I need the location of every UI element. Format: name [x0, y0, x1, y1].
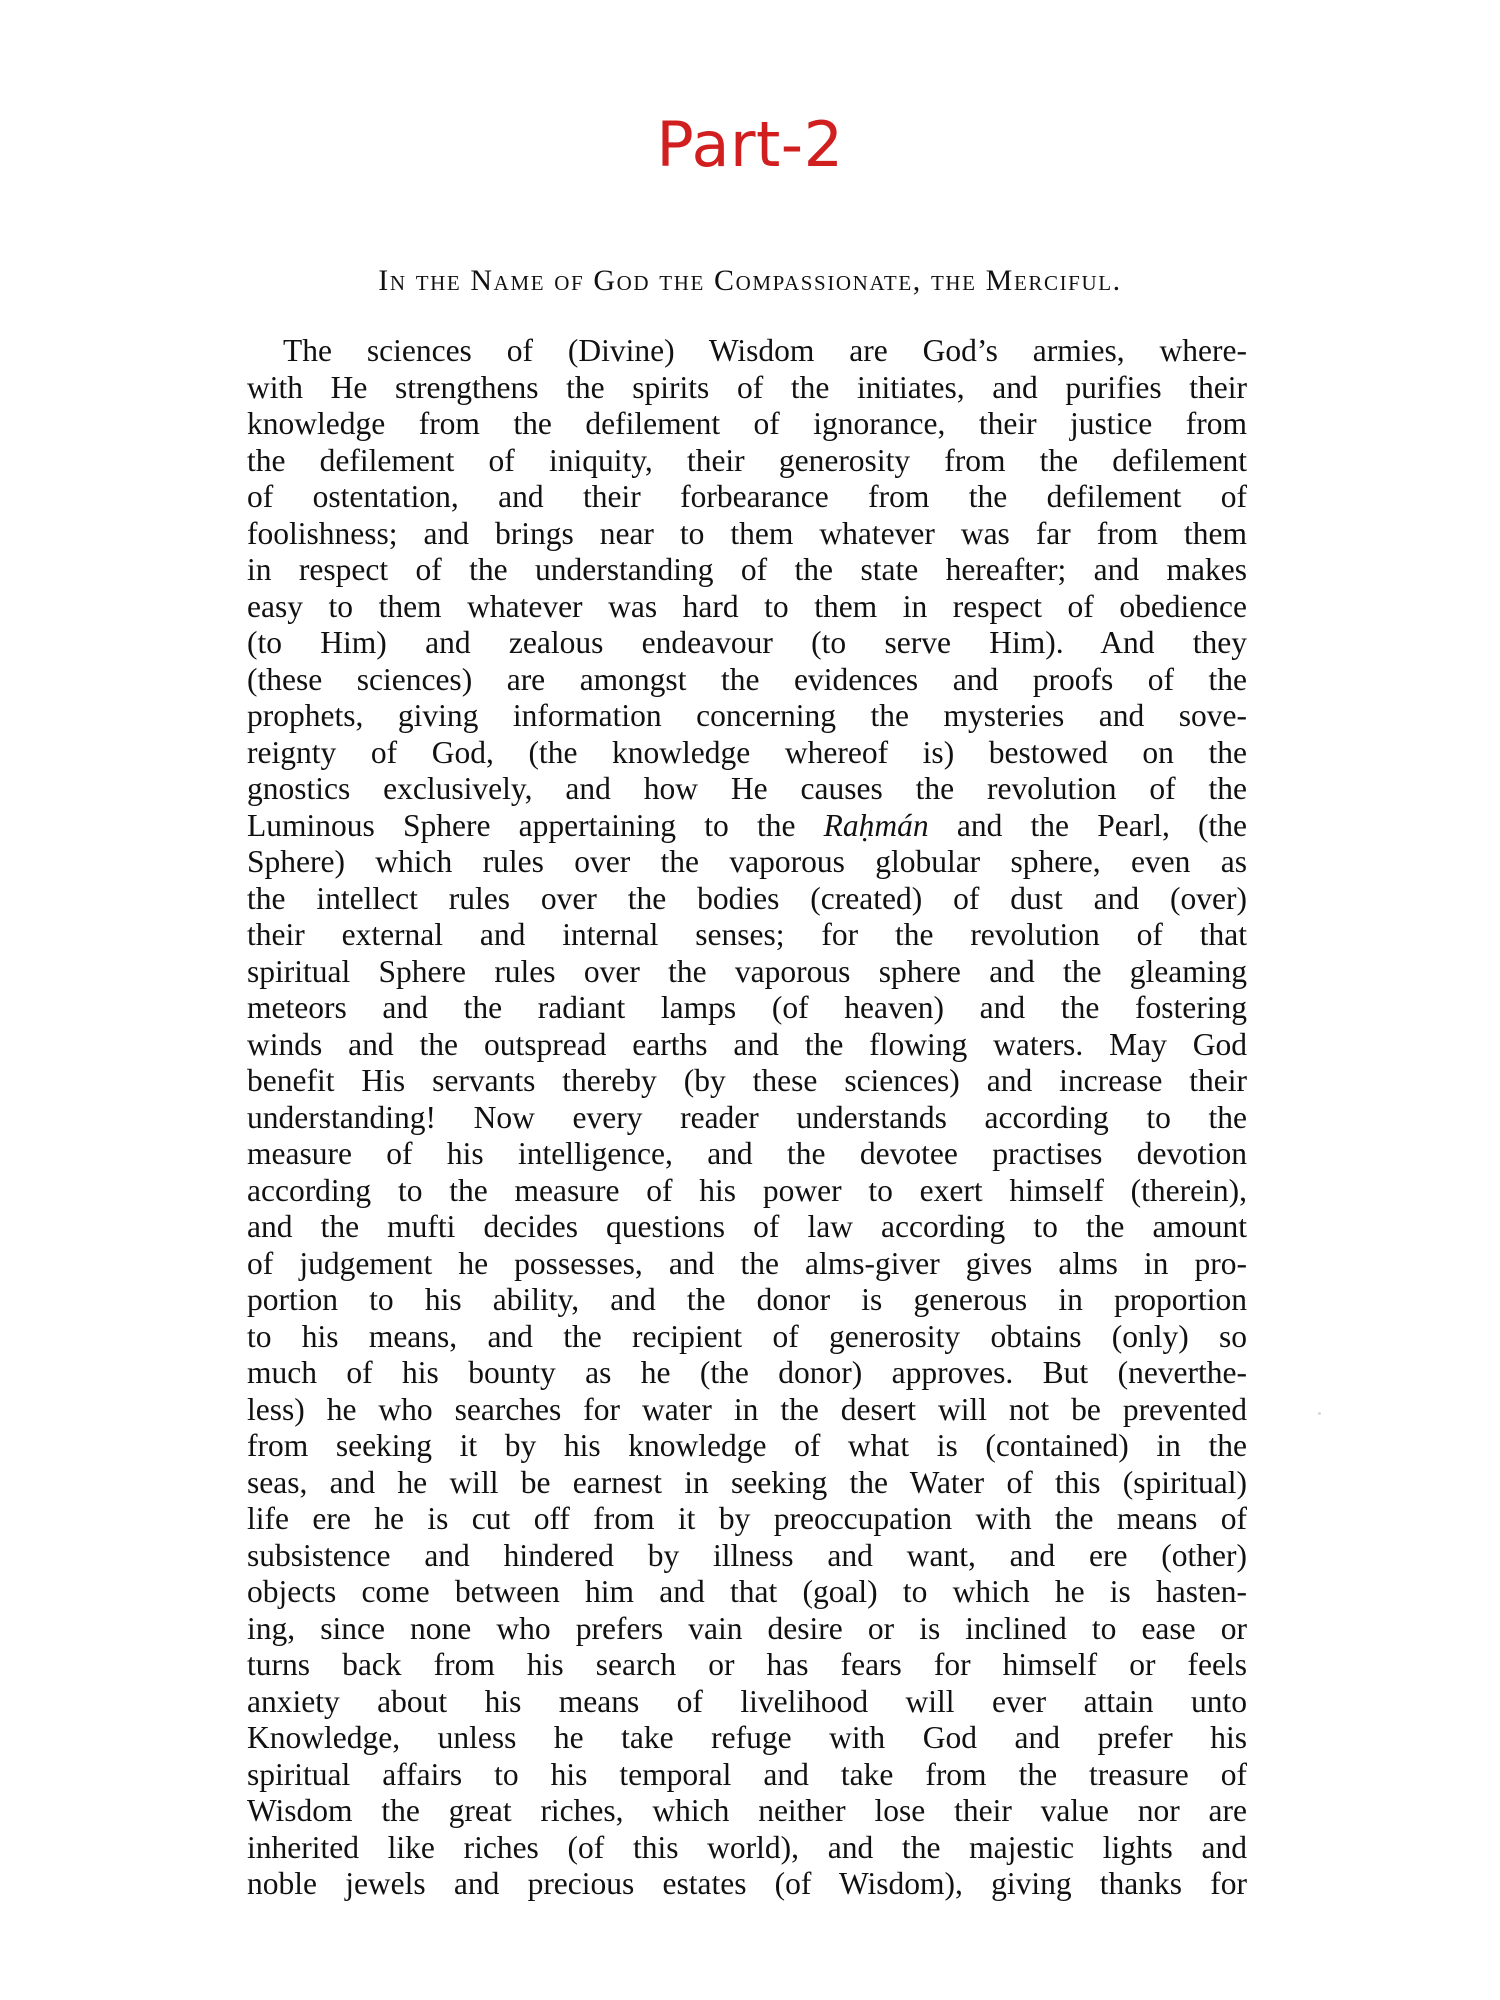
- text-line: and the mufti decides questions of law according to the amount: [247, 1209, 1247, 1244]
- body-paragraph: [247, 333, 1247, 1903]
- text-line-with-italic: [247, 808, 1247, 845]
- text-segment: and the Pearl, (the: [928, 807, 1247, 843]
- text-line: Wisdom the great riches, which neither lose their value nor are: [247, 1793, 1247, 1828]
- text-line: the intellect rules over the bodies (created) of dust and (over): [247, 880, 1247, 916]
- text-line: subsistence and hindered by illness and want, and ere (other): [247, 1537, 1247, 1573]
- text-line: less) he who searches for water in the desert will not be prevented: [247, 1391, 1247, 1427]
- text-line: according to the measure of his power to exert himself (therein),: [247, 1172, 1247, 1208]
- text-line: to his means, and the recipient of generosity obtains (only) so: [247, 1318, 1247, 1354]
- text-segment: Luminous Sphere appertaining to the: [247, 807, 824, 843]
- text-line: knowledge from the defilement of ignorance, their justice from: [247, 406, 1247, 441]
- text-line: measure of his intelligence, and the devotee practises devotion: [247, 1136, 1247, 1171]
- text-line: spiritual Sphere rules over the vaporous sphere and the gleaming: [247, 953, 1247, 989]
- text-line: of ostentation, and their forbearance from the defilement of: [247, 479, 1247, 514]
- text-line: understanding! Now every reader understands according to the: [247, 1099, 1247, 1135]
- text-line: portion to his ability, and the donor is generous in proportion: [247, 1282, 1247, 1317]
- text-line: inherited like riches (of this world), and the majestic lights and: [247, 1829, 1247, 1865]
- text-line: easy to them whatever was hard to them in respect of obedience: [247, 588, 1247, 624]
- text-line: reignty of God, (the knowledge whereof is) bestowed on the: [247, 734, 1247, 770]
- paper-speck: [1318, 1412, 1321, 1415]
- text-line: with He strengthens the spirits of the initiates, and purifies their: [247, 369, 1247, 405]
- text-line: ing, since none who prefers vain desire or is inclined to ease or: [247, 1610, 1247, 1646]
- text-line: in respect of the understanding of the state hereafter; and makes: [247, 552, 1247, 587]
- part-heading: Part-2: [656, 108, 844, 181]
- text-line: from seeking it by his knowledge of what is (contained) in the: [247, 1428, 1247, 1463]
- text-line: life ere he is cut off from it by preoccupation with the means of: [247, 1501, 1247, 1536]
- text-line: spiritual affairs to his temporal and take from the treasure of: [247, 1756, 1247, 1792]
- text-line: of judgement he possesses, and the alms-giver gives alms in pro-: [247, 1245, 1247, 1281]
- text-line: much of his bounty as he (the donor) approves. But (neverthe-: [247, 1355, 1247, 1390]
- text-line: meteors and the radiant lamps (of heaven) and the fostering: [247, 990, 1247, 1025]
- text-line: benefit His servants thereby (by these sciences) and increase their: [247, 1063, 1247, 1098]
- text-line: seas, and he will be earnest in seeking the Water of this (spiritual): [247, 1464, 1247, 1500]
- text-line: objects come between him and that (goal) to which he is hasten-: [247, 1574, 1247, 1609]
- text-line: noble jewels and precious estates (of Wisdom), giving thanks for: [247, 1866, 1247, 1901]
- text-line: gnostics exclusively, and how He causes the revolution of the: [247, 771, 1247, 806]
- text-line: The sciences of (Divine) Wisdom are God’s armies, where-: [283, 333, 1247, 368]
- invocation-heading: In the Name of God the Compassionate, the Merciful.: [378, 264, 1122, 297]
- text-line: anxiety about his means of livelihood will ever attain unto: [247, 1683, 1247, 1719]
- text-line: the defilement of iniquity, their generosity from the defilement: [247, 442, 1247, 478]
- text-line: their external and internal senses; for the revolution of that: [247, 917, 1247, 952]
- text-line: (to Him) and zealous endeavour (to serve Him). And they: [247, 625, 1247, 660]
- text-line: turns back from his search or has fears for himself or feels: [247, 1647, 1247, 1682]
- text-line: prophets, giving information concerning the mysteries and sove-: [247, 698, 1247, 733]
- text-line: (these sciences) are amongst the evidences and proofs of the: [247, 661, 1247, 697]
- text-line: winds and the outspread earths and the flowing waters. May God: [247, 1026, 1247, 1062]
- text-line: foolishness; and brings near to them whatever was far from them: [247, 515, 1247, 551]
- text-line: Sphere) which rules over the vaporous globular sphere, even as: [247, 844, 1247, 879]
- text-line: Knowledge, unless he take refuge with God and prefer his: [247, 1720, 1247, 1755]
- italic-term: Raḥmán: [823, 807, 929, 843]
